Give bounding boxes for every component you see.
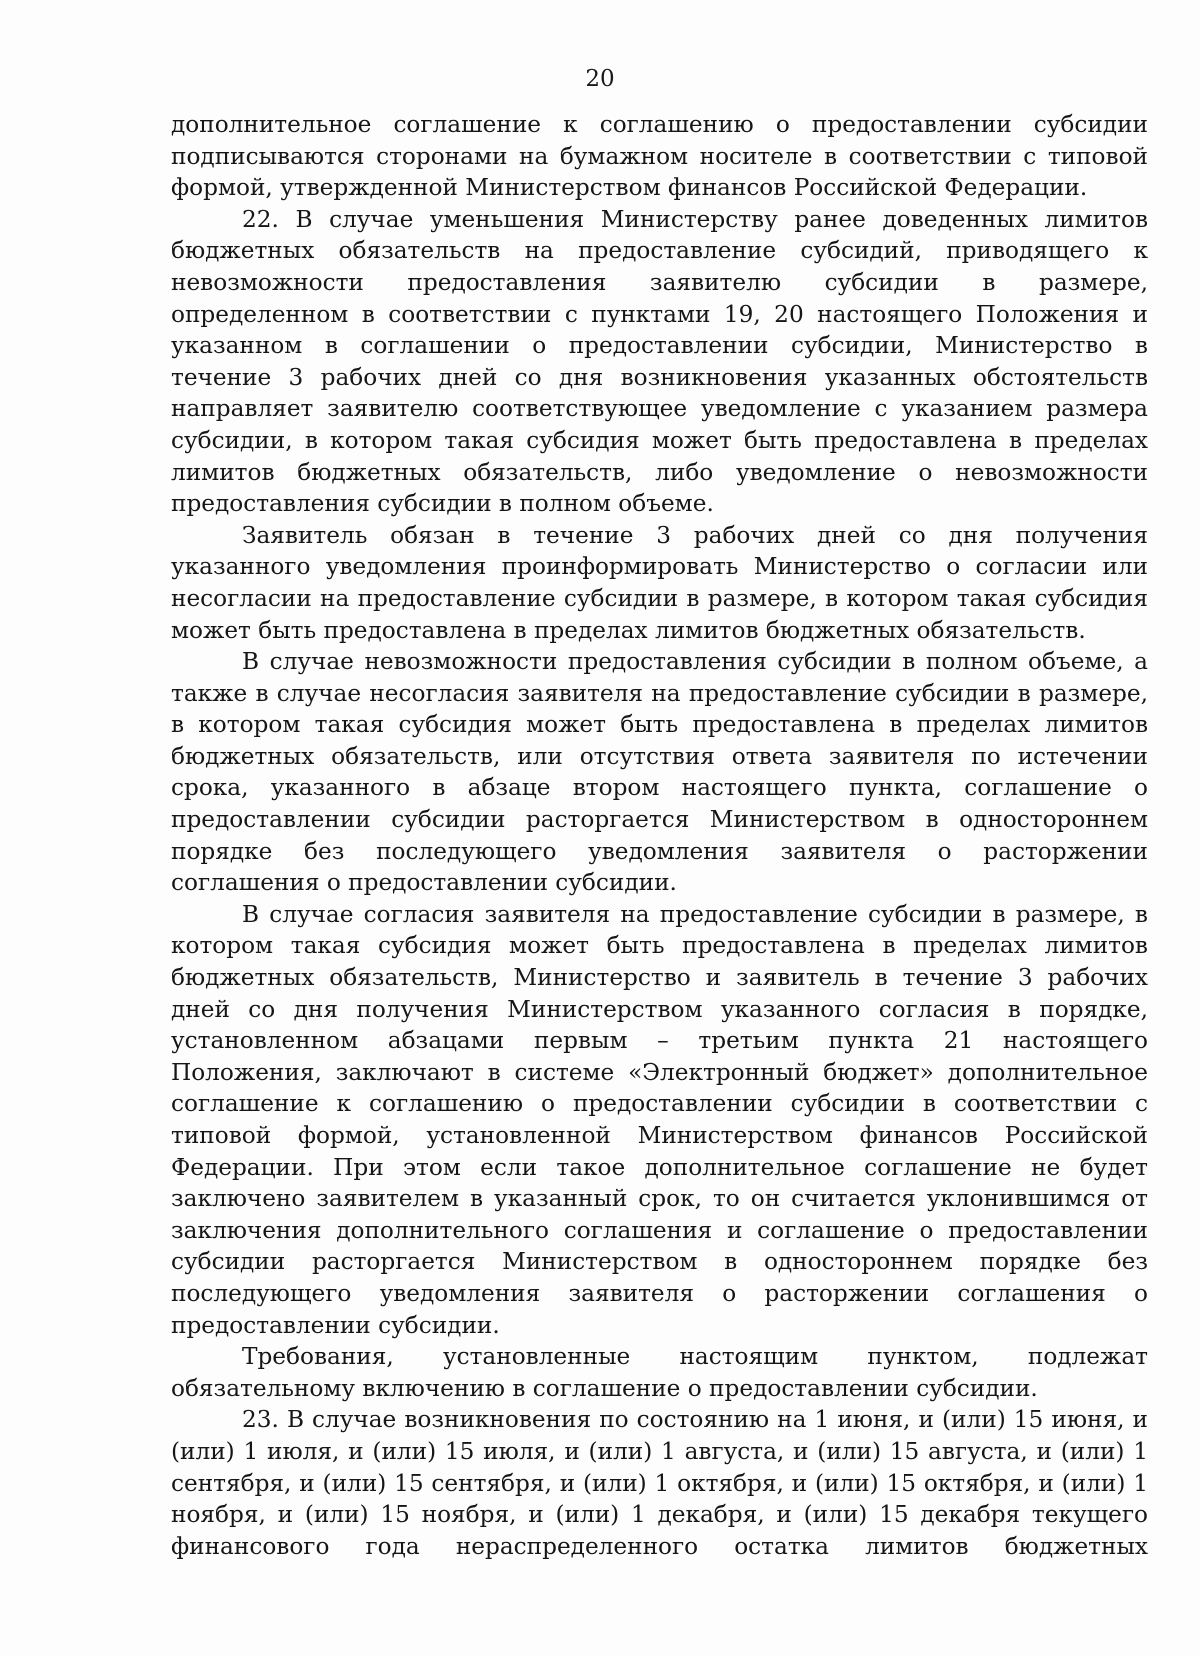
paragraph-applicant-obligation: Заявитель обязан в течение 3 рабочих дней со дня получения указанного уведомления проинформировать Министерство о согласии или несогласии на предоставление субсидии в размере, в котором такая субсидия может быть предоставлена в пределах лимитов бюджетных обязательств. — [171, 521, 1148, 644]
paragraph-impossibility: В случае невозможности предоставления субсидии в полном объеме, а также в случае несогласия заявителя на предоставление субсидии в размере, в котором такая субсидия может быть предоставлена в пределах лимитов бюджетных обязательств, или отсутствия ответа заявителя по истечении срока, указанного в абзаце втором настоящего пункта, соглашение о предоставлении субсидии расторгается Министерством в одностороннем порядке без последующего уведомления заявителя о расторжении соглашения о предоставлении субсидии. — [171, 648, 1148, 897]
page-number: 20 — [585, 66, 615, 92]
paragraph-consent: В случае согласия заявителя на предоставление субсидии в размере, в котором такая субсидия может быть предоставлена в пределах лимитов бюджетных обязательств, Министерство и заявитель в течение 3 рабочих дней со дня получения Министерством указанного согласия в порядке, установленном абзацами первым – третьим пункта 21 настоящего Положения, заключают в системе «Электронный бюджет» дополнительное соглашение к соглашению о предоставлении субсидии в соответствии с типовой формой, установленной Министерством финансов Российской Федерации. При этом если такое дополнительное соглашение не будет заключено заявителем в указанный срок, то он считается уклонившимся от заключения дополнительного соглашения и соглашение о предоставлении субсидии расторгается Министерством в одностороннем порядке без последующего уведомления заявителя о расторжении соглашения о предоставлении субсидии. — [171, 900, 1148, 1339]
paragraph-requirements: Требования, установленные настоящим пунктом, подлежат обязательному включению в соглашение о предоставлении субсидии. — [171, 1343, 1148, 1402]
paragraph-clause-22: 22. В случае уменьшения Министерству ранее доведенных лимитов бюджетных обязательств на предоставление субсидий, приводящего к невозможности предоставления заявителю субсидии в размере, определенном в соответствии с пунктами 19, 20 настоящего Положения и указанном в соглашении о предоставлении субсидии, Министерство в течение 3 рабочих дней со дня возникновения указанных обстоятельств направляет заявителю соответствующее уведомление с указанием размера субсидии, в котором такая субсидия может быть предоставлена в пределах лимитов бюджетных обязательств, либо уведомление о невозможности предоставления субсидии в полном объеме. — [171, 205, 1148, 518]
paragraph-continuation: дополнительное соглашение к соглашению о предоставлении субсидии подписываются сторонами на бумажном носителе в соответствии с типовой формой, утвержденной Министерством финансов Российской Федерации. — [171, 111, 1148, 202]
paragraph-clause-23: 23. В случае возникновения по состоянию на 1 июня, и (или) 15 июня, и (или) 1 июля, и (или) 15 июля, и (или) 1 августа, и (или) 15 августа, и (или) 1 сентября, и (или) 15 сентября, и (или) 1 октября, и (или) 15 октября, и (или) 1 ноября, и (или) 15 ноября, и (или) 1 декабря, и (или) 15 декабря текущего финансового года нераспределенного остатка лимитов бюджетных — [171, 1406, 1148, 1560]
body-text — [171, 109, 1148, 1562]
